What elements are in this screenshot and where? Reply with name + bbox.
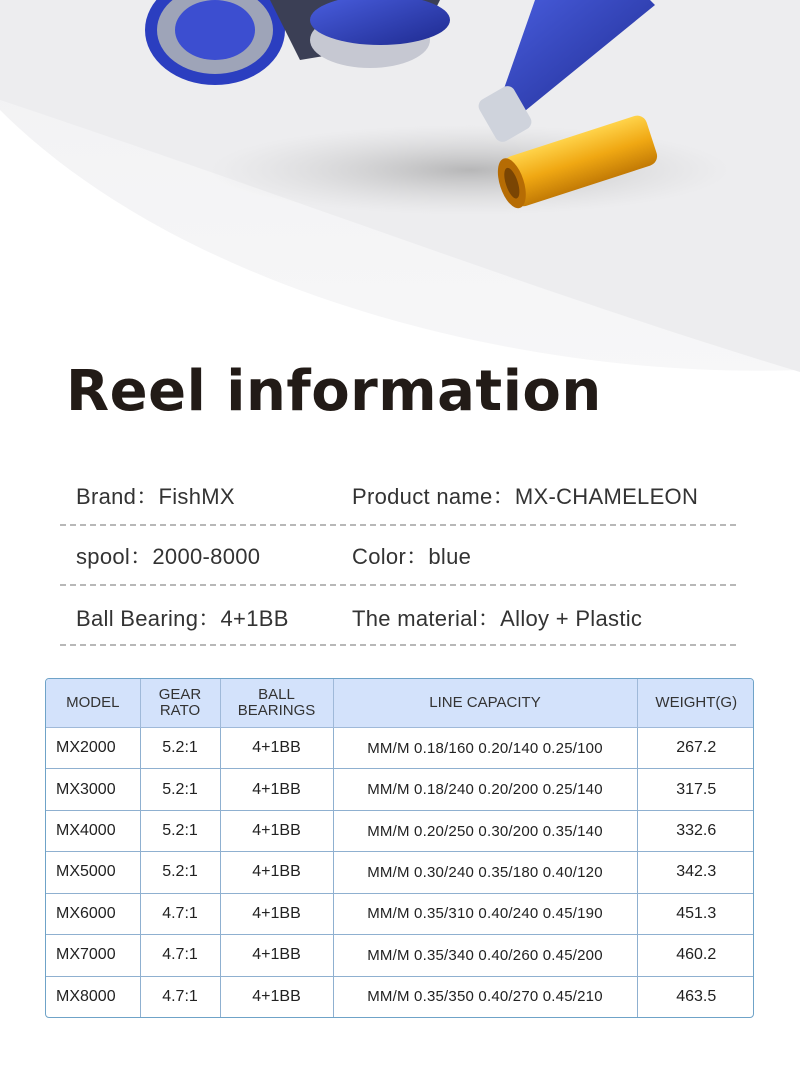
table-row: [46, 935, 754, 976]
table-row: [46, 976, 754, 1017]
color-text: Color：blue: [352, 544, 472, 569]
cell-model: MX7000: [46, 935, 140, 976]
table-row: [46, 728, 754, 769]
cell-bearings: 4+1BB: [220, 810, 333, 851]
header-gear-line1: GEAR: [158, 686, 202, 703]
header-line-capacity: LINE CAPACITY: [333, 679, 637, 728]
cell-capacity: MM/M 0.18/160 0.20/140 0.25/100: [333, 728, 637, 769]
cell-model: MX3000: [46, 769, 140, 810]
header-gear-line2: RATO: [159, 702, 201, 719]
table-header-row: [46, 679, 754, 728]
cell-ratio: 4.7:1: [140, 935, 220, 976]
table-row: [46, 852, 754, 893]
header-bearings-line2: BEARINGS: [237, 702, 316, 719]
info-row: [60, 526, 736, 586]
cell-weight: 267.2: [637, 728, 754, 769]
cell-capacity: MM/M 0.20/250 0.30/200 0.35/140: [333, 810, 637, 851]
cell-bearings: 4+1BB: [220, 769, 333, 810]
info-row: [60, 586, 736, 646]
cell-ratio: 5.2:1: [140, 728, 220, 769]
cell-model: MX4000: [46, 810, 140, 851]
cell-ratio: 5.2:1: [140, 852, 220, 893]
table-row: [46, 893, 754, 934]
cell-bearings: 4+1BB: [220, 728, 333, 769]
cell-model: MX6000: [46, 893, 140, 934]
product-image: [0, 0, 800, 380]
header-weight: WEIGHT(G): [637, 679, 754, 728]
cell-weight: 317.5: [637, 769, 754, 810]
product-name-text: Product name：MX-CHAMELEON: [352, 484, 699, 509]
info-row: [60, 466, 736, 526]
spool-text: spool：2000-8000: [76, 544, 261, 569]
cell-weight: 451.3: [637, 893, 754, 934]
table-row: [46, 769, 754, 810]
cell-bearings: 4+1BB: [220, 935, 333, 976]
cell-capacity: MM/M 0.30/240 0.35/180 0.40/120: [333, 852, 637, 893]
material-text: The material：Alloy + Plastic: [352, 606, 643, 631]
header-gear-ratio: [140, 679, 220, 728]
ball-bearing-text: Ball Bearing：4+1BB: [76, 606, 289, 631]
table-row: [46, 810, 754, 851]
cell-capacity: MM/M 0.35/340 0.40/260 0.45/200: [333, 935, 637, 976]
header-bearings-line1: BALL: [258, 686, 295, 703]
cell-model: MX5000: [46, 852, 140, 893]
section-title: Reel information: [66, 359, 602, 424]
cell-model: MX8000: [46, 976, 140, 1017]
cell-capacity: MM/M 0.18/240 0.20/200 0.25/140: [333, 769, 637, 810]
cell-capacity: MM/M 0.35/310 0.40/240 0.45/190: [333, 893, 637, 934]
header-model: MODEL: [46, 679, 140, 728]
header-ball-bearings: [220, 679, 333, 728]
cell-weight: 460.2: [637, 935, 754, 976]
cell-model: MX2000: [46, 728, 140, 769]
cell-ratio: 5.2:1: [140, 769, 220, 810]
spec-table: [45, 678, 754, 1018]
cell-bearings: 4+1BB: [220, 893, 333, 934]
cell-ratio: 4.7:1: [140, 976, 220, 1017]
reel-info-list: [60, 466, 736, 646]
cell-weight: 463.5: [676, 987, 717, 1005]
cell-bearings: 4+1BB: [220, 976, 333, 1017]
cell-weight: 332.6: [637, 810, 754, 851]
fishing-reel-photo: [0, 0, 800, 380]
cell-capacity: MM/M 0.35/350 0.40/270 0.45/210: [333, 976, 637, 1017]
cell-bearings: 4+1BB: [220, 852, 333, 893]
cell-ratio: 4.7:1: [140, 893, 220, 934]
cell-ratio: 5.2:1: [140, 810, 220, 851]
brand-text: Brand：FishMX: [76, 484, 235, 509]
cell-weight: 342.3: [637, 852, 754, 893]
